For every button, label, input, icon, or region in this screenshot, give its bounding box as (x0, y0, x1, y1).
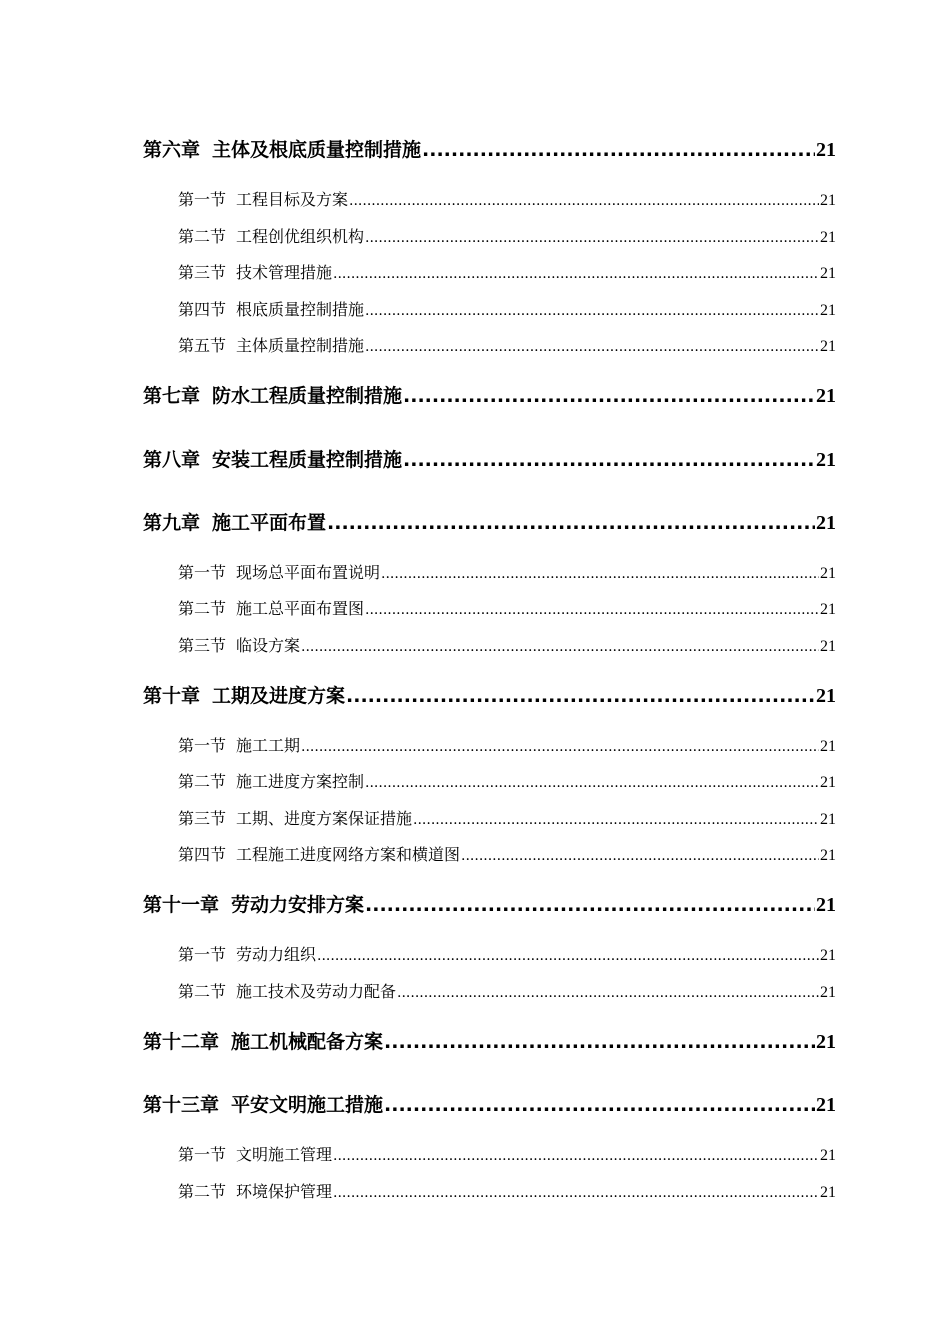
dot-leader (365, 892, 815, 918)
section-title: 施工总平面布置图 (236, 599, 365, 618)
toc-chapter-12[interactable] (143, 1029, 836, 1055)
page-number: 21 (816, 449, 836, 471)
dot-leader (349, 190, 819, 212)
chapter-title: 施工平面布置 (212, 512, 327, 534)
page-number: 21 (816, 139, 836, 161)
dot-leader (333, 1145, 819, 1167)
section-title: 工程目标及方案 (236, 190, 349, 209)
section-title: 技术管理措施 (236, 263, 333, 282)
section-title: 施工工期 (236, 736, 301, 755)
page-number: 21 (820, 192, 836, 209)
dot-leader (346, 683, 815, 709)
chapter-title: 防水工程质量控制措施 (212, 385, 403, 407)
page-number: 21 (820, 774, 836, 791)
dot-leader (333, 263, 819, 285)
toc-section[interactable] (178, 562, 836, 584)
dot-leader (301, 736, 819, 758)
page-number: 21 (820, 947, 836, 964)
toc-chapter-11[interactable] (143, 892, 836, 918)
section-title: 施工进度方案控制 (236, 772, 365, 791)
section-number: 第三节 (178, 263, 227, 282)
toc-chapter-10[interactable] (143, 683, 836, 709)
toc-section[interactable] (178, 944, 836, 966)
page-number: 21 (820, 338, 836, 355)
dot-leader (365, 300, 819, 322)
section-title: 根底质量控制措施 (236, 300, 365, 319)
chapter-title: 平安文明施工措施 (231, 1094, 384, 1116)
page-number: 21 (820, 601, 836, 618)
dot-leader (365, 227, 819, 249)
dot-leader (365, 599, 819, 621)
chapter-number: 第十一章 (143, 894, 220, 916)
section-title: 临设方案 (236, 636, 301, 655)
section-title: 工期、进度方案保证措施 (236, 809, 413, 828)
page-number: 21 (820, 1147, 836, 1164)
page-number: 21 (816, 1094, 836, 1116)
toc-section[interactable] (178, 262, 836, 284)
dot-leader (327, 510, 815, 536)
section-title: 工程施工进度网络方案和横道图 (236, 845, 461, 864)
section-number: 第三节 (178, 636, 227, 655)
section-title: 环境保护管理 (236, 1182, 333, 1201)
chapter-title: 劳动力安排方案 (231, 894, 365, 916)
section-number: 第二节 (178, 982, 227, 1001)
section-title: 现场总平面布置说明 (236, 563, 381, 582)
toc-chapter-13[interactable] (143, 1092, 836, 1118)
dot-leader (317, 945, 819, 967)
dot-leader (384, 1092, 815, 1118)
toc-section[interactable] (178, 808, 836, 830)
toc-section[interactable] (178, 981, 836, 1003)
page-number: 21 (820, 984, 836, 1001)
chapter-number: 第十二章 (143, 1031, 220, 1053)
dot-leader (381, 563, 819, 585)
page-number: 21 (820, 302, 836, 319)
section-number: 第二节 (178, 227, 227, 246)
page-number: 21 (816, 512, 836, 534)
chapter-number: 第六章 (143, 139, 201, 161)
toc-chapter-6[interactable] (143, 137, 836, 163)
toc-section[interactable] (178, 226, 836, 248)
chapter-title: 主体及根底质量控制措施 (212, 139, 422, 161)
toc-section[interactable] (178, 844, 836, 866)
chapter-number: 第九章 (143, 512, 201, 534)
section-number: 第一节 (178, 563, 227, 582)
page-number: 21 (820, 229, 836, 246)
page-number: 21 (820, 1184, 836, 1201)
page-number: 21 (820, 565, 836, 582)
chapter-title: 工期及进度方案 (212, 685, 346, 707)
section-title: 劳动力组织 (236, 945, 317, 964)
page-number: 21 (820, 265, 836, 282)
chapter-number: 第八章 (143, 449, 201, 471)
toc-section[interactable] (178, 1181, 836, 1203)
toc-chapter-8[interactable] (143, 447, 836, 473)
page-number: 21 (816, 385, 836, 407)
toc-section[interactable] (178, 771, 836, 793)
section-number: 第四节 (178, 845, 227, 864)
toc-section[interactable] (178, 1144, 836, 1166)
toc-chapter-7[interactable] (143, 383, 836, 409)
chapter-number: 第十三章 (143, 1094, 220, 1116)
section-number: 第一节 (178, 736, 227, 755)
chapter-number: 第七章 (143, 385, 201, 407)
chapter-number: 第十章 (143, 685, 201, 707)
dot-leader (403, 383, 815, 409)
section-number: 第二节 (178, 599, 227, 618)
toc-section[interactable] (178, 635, 836, 657)
section-number: 第二节 (178, 1182, 227, 1201)
section-number: 第二节 (178, 772, 227, 791)
page-number: 21 (816, 1031, 836, 1053)
page-number: 21 (820, 738, 836, 755)
section-number: 第一节 (178, 190, 227, 209)
page-number: 21 (820, 847, 836, 864)
section-number: 第一节 (178, 945, 227, 964)
dot-leader (365, 772, 819, 794)
section-title: 工程创优组织机构 (236, 227, 365, 246)
toc-section[interactable] (178, 299, 836, 321)
dot-leader (384, 1029, 815, 1055)
dot-leader (403, 447, 815, 473)
chapter-title: 安装工程质量控制措施 (212, 449, 403, 471)
toc-section[interactable] (178, 335, 836, 357)
page-number: 21 (820, 638, 836, 655)
section-number: 第三节 (178, 809, 227, 828)
section-number: 第一节 (178, 1145, 227, 1164)
toc-section[interactable] (178, 735, 836, 757)
dot-leader (365, 336, 819, 358)
section-title: 主体质量控制措施 (236, 336, 365, 355)
toc-section[interactable] (178, 189, 836, 211)
page-number: 21 (816, 685, 836, 707)
chapter-title: 施工机械配备方案 (231, 1031, 384, 1053)
section-title: 文明施工管理 (236, 1145, 333, 1164)
toc-chapter-9[interactable] (143, 510, 836, 536)
dot-leader (422, 137, 815, 163)
dot-leader (397, 982, 819, 1004)
dot-leader (413, 809, 819, 831)
page-number: 21 (816, 894, 836, 916)
dot-leader (333, 1182, 819, 1204)
dot-leader (301, 636, 819, 658)
section-number: 第五节 (178, 336, 227, 355)
toc-section[interactable] (178, 598, 836, 620)
dot-leader (461, 845, 819, 867)
section-number: 第四节 (178, 300, 227, 319)
section-title: 施工技术及劳动力配备 (236, 982, 397, 1001)
page-number: 21 (820, 811, 836, 828)
